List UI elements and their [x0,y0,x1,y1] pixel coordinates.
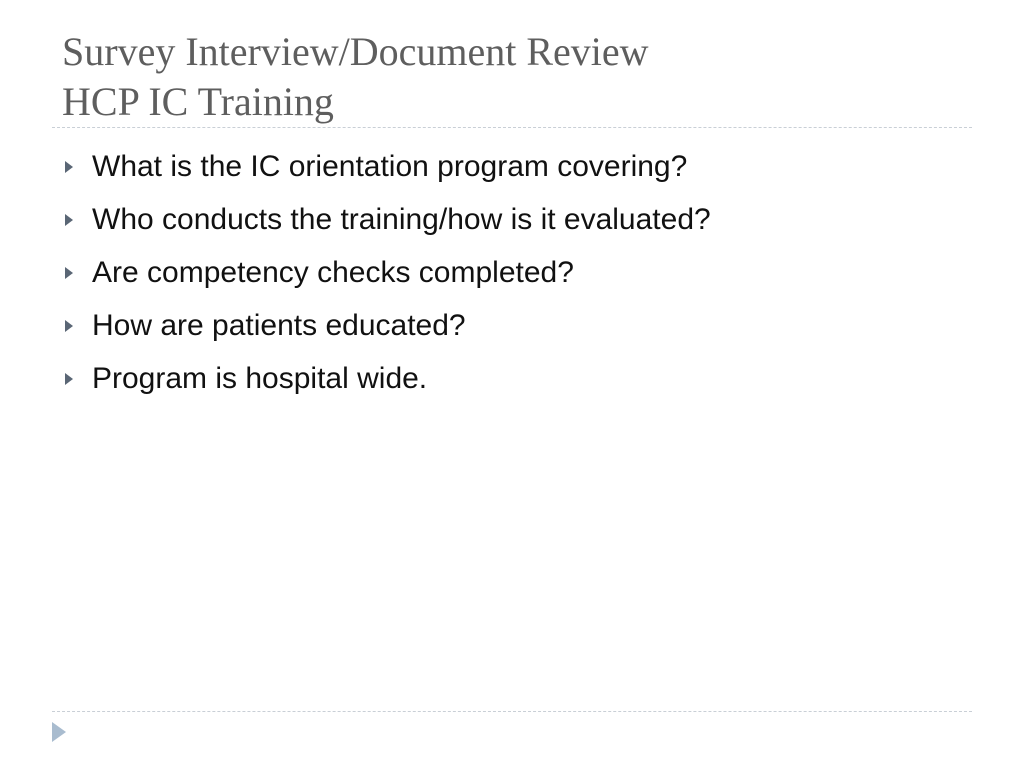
bullet-item [62,352,711,405]
bullet-item [62,193,711,246]
footer-divider [52,711,972,712]
slide-title [62,27,962,127]
triangle-bullet-icon [65,267,73,279]
bullet-text: Are competency checks completed? [92,255,574,289]
bullet-text: How are patients educated? [92,308,466,342]
bullet-text: Who conducts the training/how is it evaluated? [92,202,711,236]
title-divider [52,127,972,128]
bullet-list [62,140,711,405]
bullet-item [62,246,711,299]
slide-title-line-2: HCP IC Training [62,79,334,124]
bullet-item [62,140,711,193]
slide-title-line-1: Survey Interview/Document Review [62,29,649,74]
triangle-bullet-icon [65,214,73,226]
triangle-bullet-icon [65,320,73,332]
triangle-bullet-icon [65,373,73,385]
play-arrow-icon[interactable] [52,722,66,742]
bullet-text: What is the IC orientation program covering? [92,149,688,183]
bullet-text: Program is hospital wide. [92,361,428,395]
bullet-item [62,299,711,352]
triangle-bullet-icon [65,161,73,173]
